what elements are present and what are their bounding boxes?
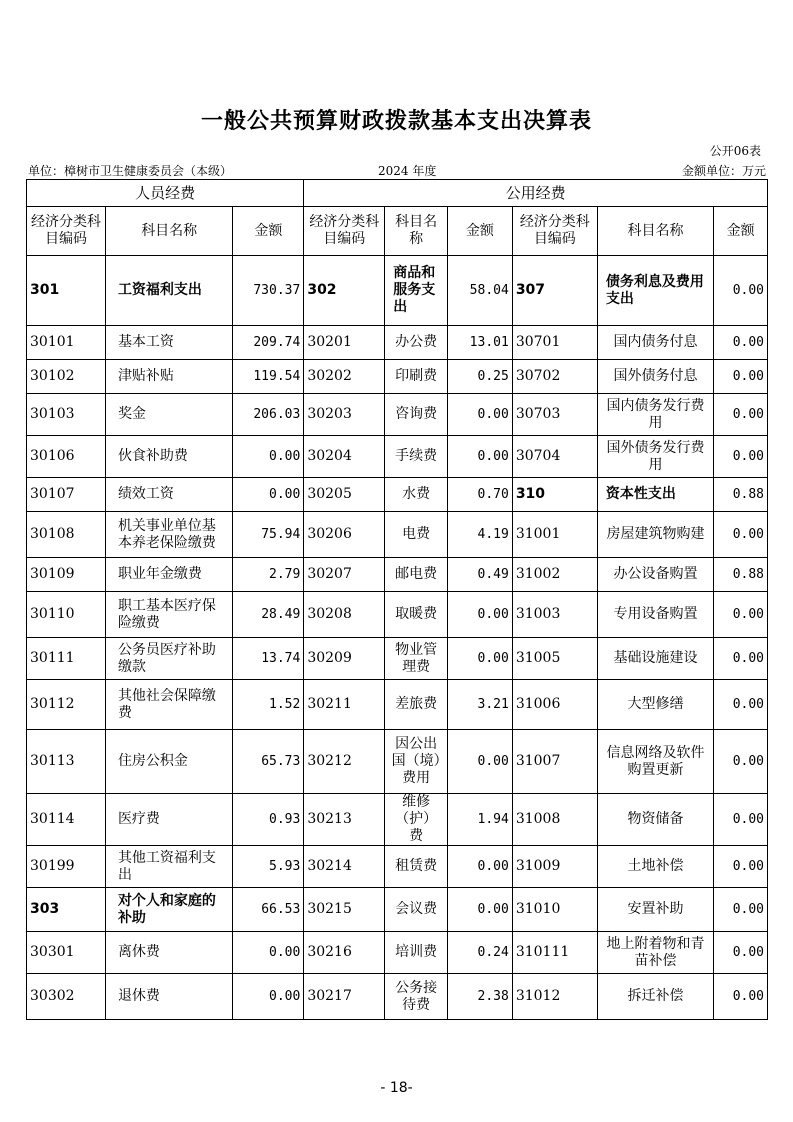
cell-amount-2: 0.25 bbox=[448, 360, 513, 394]
cell-name-3: 国外债务付息 bbox=[597, 360, 713, 394]
cell-code-2: 30209 bbox=[304, 638, 385, 680]
cell-name-2: 印刷费 bbox=[385, 360, 448, 394]
table-row bbox=[27, 512, 768, 558]
cell-amount-2: 0.00 bbox=[448, 394, 513, 436]
cell-name-1: 基本工资 bbox=[105, 326, 233, 360]
cell-amount-3: 0.00 bbox=[714, 256, 768, 326]
cell-amount-3: 0.00 bbox=[714, 888, 768, 932]
cell-name-1: 绩效工资 bbox=[105, 478, 233, 512]
cell-code-1: 30103 bbox=[27, 394, 106, 436]
table-row bbox=[27, 256, 768, 326]
cell-name-3: 安置补助 bbox=[597, 888, 713, 932]
cell-amount-2: 0.49 bbox=[448, 558, 513, 592]
cell-amount-2: 0.00 bbox=[448, 436, 513, 478]
header-code-1: 经济分类科目编码 bbox=[27, 207, 106, 256]
cell-amount-1: 0.93 bbox=[233, 794, 304, 846]
cell-name-2: 手续费 bbox=[385, 436, 448, 478]
cell-code-1: 30102 bbox=[27, 360, 106, 394]
cell-name-2: 公务接待费 bbox=[385, 974, 448, 1020]
cell-amount-1: 13.74 bbox=[233, 638, 304, 680]
table-row bbox=[27, 680, 768, 730]
cell-name-2: 租赁费 bbox=[385, 846, 448, 888]
cell-amount-1: 0.00 bbox=[233, 932, 304, 974]
cell-name-1: 其他社会保障缴费 bbox=[105, 680, 233, 730]
cell-name-2: 商品和服务支出 bbox=[385, 256, 448, 326]
cell-code-2: 302 bbox=[304, 256, 385, 326]
header-name-3: 科目名称 bbox=[597, 207, 713, 256]
cell-name-1: 离休费 bbox=[105, 932, 233, 974]
cell-code-3: 310111 bbox=[512, 932, 597, 974]
cell-name-1: 职业年金缴费 bbox=[105, 558, 233, 592]
cell-amount-3: 0.00 bbox=[714, 394, 768, 436]
header-code-3: 经济分类科目编码 bbox=[512, 207, 597, 256]
cell-name-3: 债务利息及费用支出 bbox=[597, 256, 713, 326]
cell-amount-2: 3.21 bbox=[448, 680, 513, 730]
cell-code-3: 31012 bbox=[512, 974, 597, 1020]
cell-name-2: 办公费 bbox=[385, 326, 448, 360]
cell-code-3: 31009 bbox=[512, 846, 597, 888]
cell-name-1: 退休费 bbox=[105, 974, 233, 1020]
group-public: 公用经费 bbox=[304, 180, 768, 207]
year-label: 2024 年度 bbox=[378, 164, 437, 178]
cell-code-3: 31001 bbox=[512, 512, 597, 558]
cell-amount-3: 0.00 bbox=[714, 794, 768, 846]
cell-amount-3: 0.88 bbox=[714, 558, 768, 592]
cell-code-3: 31003 bbox=[512, 592, 597, 638]
cell-amount-3: 0.00 bbox=[714, 592, 768, 638]
cell-code-3: 31007 bbox=[512, 730, 597, 794]
page-number: - 18- bbox=[380, 1080, 413, 1096]
cell-code-3: 31006 bbox=[512, 680, 597, 730]
cell-code-3: 30704 bbox=[512, 436, 597, 478]
unit-label: 单位：樟树市卫生健康委员会（本级） bbox=[28, 164, 233, 178]
header-code-2: 经济分类科目编码 bbox=[304, 207, 385, 256]
cell-name-2: 水费 bbox=[385, 478, 448, 512]
table-row bbox=[27, 794, 768, 846]
cell-code-1: 30199 bbox=[27, 846, 106, 888]
cell-code-3: 30702 bbox=[512, 360, 597, 394]
cell-amount-2: 4.19 bbox=[448, 512, 513, 558]
table-row bbox=[27, 558, 768, 592]
cell-name-3: 信息网络及软件购置更新 bbox=[597, 730, 713, 794]
cell-code-3: 310 bbox=[512, 478, 597, 512]
cell-amount-3: 0.00 bbox=[714, 680, 768, 730]
cell-amount-3: 0.00 bbox=[714, 730, 768, 794]
cell-name-2: 差旅费 bbox=[385, 680, 448, 730]
cell-amount-1: 66.53 bbox=[233, 888, 304, 932]
table-row bbox=[27, 932, 768, 974]
cell-code-2: 30211 bbox=[304, 680, 385, 730]
cell-code-2: 30207 bbox=[304, 558, 385, 592]
cell-amount-2: 0.70 bbox=[448, 478, 513, 512]
group-header-row bbox=[27, 180, 768, 207]
cell-amount-3: 0.00 bbox=[714, 360, 768, 394]
cell-code-2: 30206 bbox=[304, 512, 385, 558]
cell-code-3: 31008 bbox=[512, 794, 597, 846]
cell-code-2: 30217 bbox=[304, 974, 385, 1020]
cell-name-2: 维修（护）费 bbox=[385, 794, 448, 846]
table-row bbox=[27, 846, 768, 888]
cell-code-3: 31005 bbox=[512, 638, 597, 680]
cell-code-1: 303 bbox=[27, 888, 106, 932]
cell-code-1: 30109 bbox=[27, 558, 106, 592]
cell-name-3: 国内债务发行费用 bbox=[597, 394, 713, 436]
cell-amount-2: 0.00 bbox=[448, 592, 513, 638]
cell-amount-2: 1.94 bbox=[448, 794, 513, 846]
cell-code-1: 30108 bbox=[27, 512, 106, 558]
cell-amount-3: 0.00 bbox=[714, 932, 768, 974]
cell-name-1: 奖金 bbox=[105, 394, 233, 436]
header-amount-3: 金额 bbox=[714, 207, 768, 256]
cell-amount-2: 13.01 bbox=[448, 326, 513, 360]
header-name-2: 科目名称 bbox=[385, 207, 448, 256]
cell-code-1: 30110 bbox=[27, 592, 106, 638]
cell-code-3: 30701 bbox=[512, 326, 597, 360]
table-row bbox=[27, 436, 768, 478]
cell-code-1: 301 bbox=[27, 256, 106, 326]
cell-name-3: 物资储备 bbox=[597, 794, 713, 846]
cell-code-2: 30216 bbox=[304, 932, 385, 974]
cell-code-2: 30212 bbox=[304, 730, 385, 794]
cell-code-3: 31002 bbox=[512, 558, 597, 592]
cell-name-3: 基础设施建设 bbox=[597, 638, 713, 680]
cell-amount-2: 0.00 bbox=[448, 730, 513, 794]
table-row bbox=[27, 638, 768, 680]
cell-name-2: 咨询费 bbox=[385, 394, 448, 436]
cell-code-3: 307 bbox=[512, 256, 597, 326]
cell-amount-3: 0.00 bbox=[714, 846, 768, 888]
table-row bbox=[27, 730, 768, 794]
cell-code-1: 30113 bbox=[27, 730, 106, 794]
table-row bbox=[27, 326, 768, 360]
cell-name-1: 工资福利支出 bbox=[105, 256, 233, 326]
cell-name-3: 房屋建筑物购建 bbox=[597, 512, 713, 558]
cell-name-2: 邮电费 bbox=[385, 558, 448, 592]
cell-code-1: 30112 bbox=[27, 680, 106, 730]
cell-code-2: 30205 bbox=[304, 478, 385, 512]
cell-amount-2: 0.24 bbox=[448, 932, 513, 974]
cell-amount-1: 2.79 bbox=[233, 558, 304, 592]
table-row bbox=[27, 360, 768, 394]
cell-name-1: 医疗费 bbox=[105, 794, 233, 846]
cell-amount-1: 5.93 bbox=[233, 846, 304, 888]
cell-amount-2: 0.00 bbox=[448, 888, 513, 932]
cell-amount-1: 0.00 bbox=[233, 974, 304, 1020]
cell-amount-2: 0.00 bbox=[448, 846, 513, 888]
cell-amount-3: 0.00 bbox=[714, 638, 768, 680]
cell-name-2: 培训费 bbox=[385, 932, 448, 974]
cell-name-1: 职工基本医疗保险缴费 bbox=[105, 592, 233, 638]
cell-amount-1: 119.54 bbox=[233, 360, 304, 394]
cell-amount-1: 0.00 bbox=[233, 436, 304, 478]
cell-code-1: 30301 bbox=[27, 932, 106, 974]
cell-code-2: 30201 bbox=[304, 326, 385, 360]
cell-amount-2: 0.00 bbox=[448, 638, 513, 680]
table-row bbox=[27, 478, 768, 512]
cell-amount-3: 0.00 bbox=[714, 326, 768, 360]
cell-name-1: 公务员医疗补助缴款 bbox=[105, 638, 233, 680]
cell-name-2: 会议费 bbox=[385, 888, 448, 932]
cell-code-2: 30204 bbox=[304, 436, 385, 478]
column-header-row bbox=[27, 207, 768, 256]
budget-table bbox=[26, 179, 768, 1020]
table-row bbox=[27, 394, 768, 436]
cell-code-2: 30214 bbox=[304, 846, 385, 888]
cell-code-2: 30202 bbox=[304, 360, 385, 394]
cell-amount-3: 0.00 bbox=[714, 436, 768, 478]
cell-name-2: 电费 bbox=[385, 512, 448, 558]
cell-amount-1: 28.49 bbox=[233, 592, 304, 638]
cell-code-1: 30114 bbox=[27, 794, 106, 846]
cell-name-3: 土地补偿 bbox=[597, 846, 713, 888]
header-amount-1: 金额 bbox=[233, 207, 304, 256]
cell-name-3: 专用设备购置 bbox=[597, 592, 713, 638]
form-number: 公开06表 bbox=[709, 144, 761, 158]
cell-code-2: 30203 bbox=[304, 394, 385, 436]
cell-name-3: 大型修缮 bbox=[597, 680, 713, 730]
cell-amount-1: 65.73 bbox=[233, 730, 304, 794]
cell-name-1: 津贴补贴 bbox=[105, 360, 233, 394]
table-row bbox=[27, 888, 768, 932]
cell-amount-1: 206.03 bbox=[233, 394, 304, 436]
cell-code-3: 30703 bbox=[512, 394, 597, 436]
cell-name-2: 物业管理费 bbox=[385, 638, 448, 680]
cell-name-1: 对个人和家庭的补助 bbox=[105, 888, 233, 932]
group-personnel: 人员经费 bbox=[27, 180, 304, 207]
cell-code-1: 30111 bbox=[27, 638, 106, 680]
cell-name-3: 资本性支出 bbox=[597, 478, 713, 512]
cell-amount-1: 730.37 bbox=[233, 256, 304, 326]
cell-amount-2: 58.04 bbox=[448, 256, 513, 326]
cell-amount-1: 209.74 bbox=[233, 326, 304, 360]
cell-name-1: 住房公积金 bbox=[105, 730, 233, 794]
cell-amount-3: 0.00 bbox=[714, 512, 768, 558]
cell-name-1: 伙食补助费 bbox=[105, 436, 233, 478]
cell-code-2: 30208 bbox=[304, 592, 385, 638]
table-row bbox=[27, 592, 768, 638]
cell-amount-3: 0.00 bbox=[714, 974, 768, 1020]
cell-code-1: 30107 bbox=[27, 478, 106, 512]
cell-name-1: 机关事业单位基本养老保险缴费 bbox=[105, 512, 233, 558]
cell-name-1: 其他工资福利支出 bbox=[105, 846, 233, 888]
cell-name-2: 因公出国（境）费用 bbox=[385, 730, 448, 794]
cell-amount-1: 0.00 bbox=[233, 478, 304, 512]
cell-amount-1: 75.94 bbox=[233, 512, 304, 558]
money-unit-label: 金额单位：万元 bbox=[681, 164, 766, 178]
meta-line bbox=[28, 162, 766, 178]
cell-name-3: 国内债务付息 bbox=[597, 326, 713, 360]
header-name-1: 科目名称 bbox=[105, 207, 233, 256]
cell-code-1: 30101 bbox=[27, 326, 106, 360]
cell-name-3: 拆迁补偿 bbox=[597, 974, 713, 1020]
cell-name-3: 国外债务发行费用 bbox=[597, 436, 713, 478]
table-row bbox=[27, 974, 768, 1020]
cell-name-2: 取暖费 bbox=[385, 592, 448, 638]
cell-amount-1: 1.52 bbox=[233, 680, 304, 730]
cell-code-2: 30213 bbox=[304, 794, 385, 846]
cell-amount-3: 0.88 bbox=[714, 478, 768, 512]
header-amount-2: 金额 bbox=[448, 207, 513, 256]
cell-code-3: 31010 bbox=[512, 888, 597, 932]
cell-code-2: 30215 bbox=[304, 888, 385, 932]
cell-code-1: 30302 bbox=[27, 974, 106, 1020]
page-title: 一般公共预算财政拨款基本支出决算表 bbox=[200, 109, 592, 134]
cell-name-3: 办公设备购置 bbox=[597, 558, 713, 592]
cell-name-3: 地上附着物和青苗补偿 bbox=[597, 932, 713, 974]
cell-code-1: 30106 bbox=[27, 436, 106, 478]
cell-amount-2: 2.38 bbox=[448, 974, 513, 1020]
